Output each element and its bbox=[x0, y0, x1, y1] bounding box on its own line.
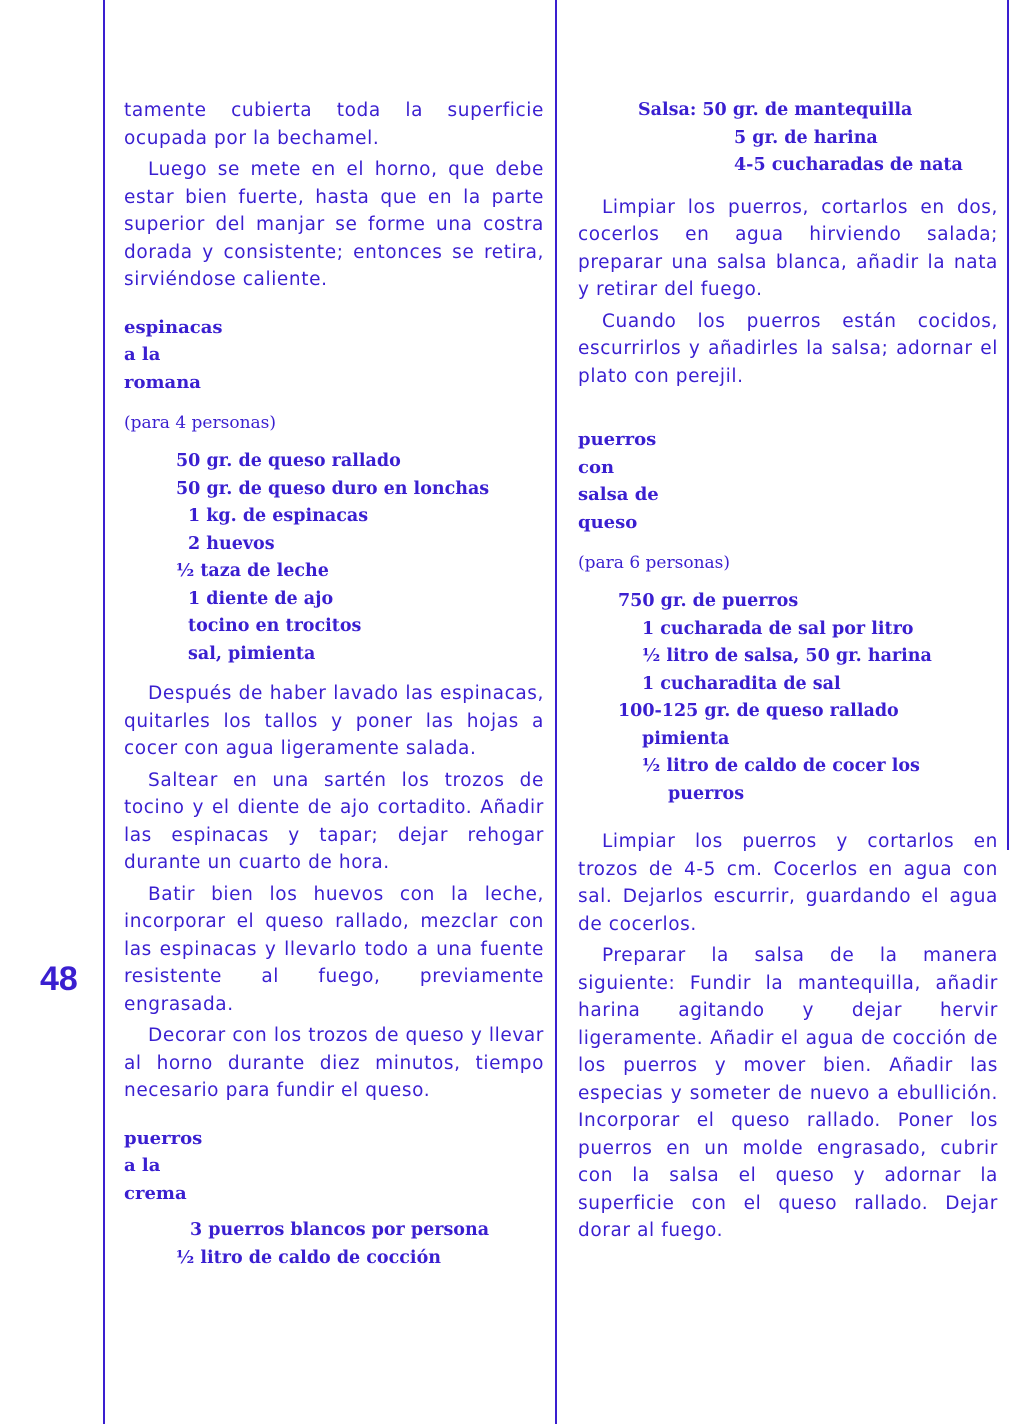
ingredient-item: 5 gr. de harina bbox=[734, 127, 878, 148]
recipe-step: Después de haber lavado las espinacas, quitarles los tallos y poner las hojas a cocer con agua ligeramente salada. bbox=[124, 683, 544, 759]
left-column bbox=[124, 97, 544, 1284]
ingredient-item: 1 diente de ajo bbox=[188, 588, 334, 609]
right-column bbox=[578, 97, 998, 1249]
recipe-title-puerros-crema bbox=[124, 1125, 544, 1208]
ingredient-item: sal, pimienta bbox=[188, 643, 316, 664]
recipe-title-line: puerros bbox=[124, 1127, 203, 1149]
ingredient-item: 750 gr. de puerros bbox=[618, 591, 799, 611]
intro-paragraph: tamente cubierta toda la superficie ocupada por la bechamel. bbox=[124, 100, 544, 149]
recipe-title-line: salsa de bbox=[578, 484, 659, 505]
recipe-title-line: con bbox=[578, 456, 615, 478]
ingredient-item: 4-5 cucharadas de nata bbox=[734, 155, 963, 175]
recipe-title-line: a la bbox=[124, 1155, 161, 1176]
page-number: 48 bbox=[40, 960, 78, 998]
ingredient-list bbox=[124, 448, 544, 668]
ingredient-item: 100-125 gr. de queso rallado bbox=[618, 701, 899, 721]
ingredient-item: tocino en trocitos bbox=[188, 616, 362, 636]
recipe-step: Cuando los puerros están cocidos, escurrirlos y añadirles la salsa; adornar el plato con perejil. bbox=[578, 310, 998, 387]
servings-note: (para 6 personas) bbox=[578, 553, 731, 573]
ingredient-item: pimienta bbox=[642, 728, 730, 749]
ingredient-item: 2 huevos bbox=[188, 533, 275, 554]
ingredient-list bbox=[578, 97, 998, 180]
recipe-title-line: queso bbox=[578, 511, 638, 533]
ingredient-item: ½ litro de caldo de cocer los bbox=[642, 756, 920, 776]
recipe-step: Preparar la salsa de la manera siguiente: Fundir la mantequilla, añadir harina agitando y dejar hervir ligeramente. Añadir el agua de cocción de los puerros y mover bien. Añadir las especias y someter de nuevo a ebullición. Incorporar el queso rallado. Poner los puerros en un molde engrasado, cubrir con la salsa el queso y adornar la superficie con el queso rallado. Dejar dorar al fuego. bbox=[578, 945, 998, 1241]
ingredient-item: puerros bbox=[668, 783, 745, 804]
recipe-step: Limpiar los puerros y cortarlos en trozos de 4-5 cm. Cocerlos en agua con sal. Dejarlos escurrir, guardando el agua de cocerlos. bbox=[578, 831, 998, 935]
ingredient-item: 1 cucharada de sal por litro bbox=[642, 618, 914, 639]
column-divider-rule bbox=[555, 0, 557, 1424]
ingredient-item: 3 puerros blancos por persona bbox=[190, 1220, 490, 1240]
recipe-title-line: a la bbox=[124, 344, 161, 365]
recipe-title-line: puerros bbox=[578, 429, 657, 450]
recipe-title-puerros-queso bbox=[578, 426, 998, 536]
recipe-title-line: romana bbox=[124, 371, 201, 393]
ingredient-item: 1 kg. de espinacas bbox=[188, 506, 369, 526]
recipe-step: Saltear en una sartén los trozos de tocino y el diente de ajo cortadito. Añadir las espinacas y tapar; dejar rehogar durante un cuarto de hora. bbox=[124, 769, 544, 873]
ingredient-item: 1 cucharadita de sal bbox=[642, 673, 841, 694]
recipe-step: Decorar con los trozos de queso y llevar al horno durante diez minutos, tiempo necesario para fundir el queso. bbox=[124, 1025, 545, 1101]
recipe-step: Limpiar los puerros, cortarlos en dos, cocerlos en agua hirviendo salada; preparar una salsa blanca, añadir la nata y retirar del fuego. bbox=[578, 196, 998, 300]
recipe-step: Batir bien los huevos con la leche, incorporar el queso rallado, mezclar con las espinacas y llevarlo todo a una fuente resistente al fuego, previamente engrasada. bbox=[124, 883, 544, 1015]
ingredient-item: ½ litro de salsa, 50 gr. harina bbox=[642, 646, 932, 666]
ingredient-item: 50 gr. de queso duro en lonchas bbox=[176, 478, 490, 499]
ingredient-item: ½ taza de leche bbox=[176, 561, 329, 581]
intro-paragraph: Luego se mete en el horno, que debe estar bien fuerte, hasta que en la parte superior del manjar se forme una costra dorada y consistente; entonces se retira, sirviéndose caliente. bbox=[124, 159, 544, 290]
recipe-title-line: espinacas bbox=[124, 316, 223, 338]
left-margin-rule bbox=[103, 0, 105, 1424]
servings-note: (para 4 personas) bbox=[124, 413, 277, 433]
recipe-title-espinacas bbox=[124, 314, 544, 397]
ingredient-list bbox=[578, 588, 998, 808]
ingredient-item: 50 gr. de queso rallado bbox=[176, 451, 401, 471]
ingredient-list bbox=[124, 1217, 544, 1272]
recipe-title-line: crema bbox=[124, 1182, 187, 1204]
ingredient-item: ½ litro de caldo de cocción bbox=[176, 1247, 441, 1268]
ingredient-item: Salsa: 50 gr. de mantequilla bbox=[638, 100, 913, 120]
right-margin-rule bbox=[1007, 0, 1009, 850]
